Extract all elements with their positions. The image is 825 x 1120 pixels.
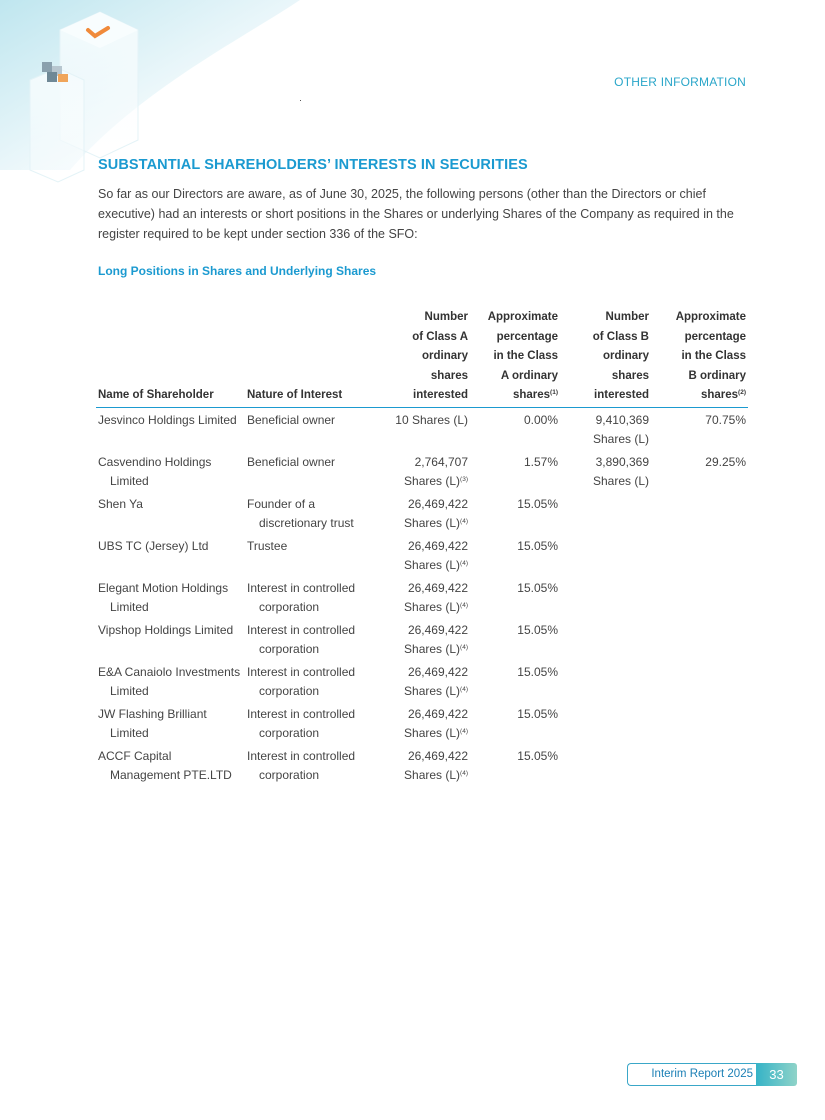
class-a-percentage: 1.57% bbox=[523, 454, 558, 469]
class-b-percentage bbox=[651, 660, 748, 702]
header-nature: Nature of Interest bbox=[245, 308, 386, 407]
shareholder-name: Shen Ya bbox=[98, 496, 143, 511]
nature-of-interest: Interest in controlled corporation bbox=[247, 748, 356, 782]
section-header-tag: OTHER INFORMATION bbox=[614, 75, 746, 89]
class-b-shares: 9,410,369 Shares (L) bbox=[592, 412, 649, 446]
class-b-percentage bbox=[651, 618, 748, 660]
nature-of-interest: Interest in controlled corporation bbox=[247, 664, 356, 698]
class-b-shares bbox=[560, 576, 651, 618]
shareholder-name: Casvendino Holdings Limited bbox=[98, 454, 212, 488]
table-row bbox=[96, 576, 748, 618]
shareholders-table bbox=[96, 308, 748, 786]
header-name: Name of Shareholder bbox=[96, 308, 245, 407]
class-a-shares: 26,469,422 Shares $(L)^{(4)}$ bbox=[404, 748, 468, 782]
class-b-shares bbox=[560, 618, 651, 660]
section-title: SUBSTANTIAL SHAREHOLDERS’ INTERESTS IN SECURITIES bbox=[98, 157, 528, 173]
nature-of-interest: Interest in controlled corporation bbox=[247, 706, 356, 740]
class-a-shares: 26,469,422 Shares $(L)^{(4)}$ bbox=[404, 538, 468, 572]
header-pct-a: Approximate percentage in the Class A ordinary shares$^{(1)}$ bbox=[470, 308, 560, 407]
nature-of-interest: Beneficial owner bbox=[247, 454, 336, 469]
nature-of-interest: Founder of a discretionary trust bbox=[247, 496, 354, 530]
class-b-percentage: 70.75% bbox=[705, 412, 746, 427]
class-b-percentage bbox=[651, 534, 748, 576]
class-b-shares bbox=[560, 660, 651, 702]
class-b-percentage: 29.25% bbox=[705, 454, 746, 469]
table-subheading: Long Positions in Shares and Underlying Shares bbox=[98, 264, 377, 278]
shareholder-name: Vipshop Holdings Limited bbox=[98, 622, 234, 637]
table-row bbox=[96, 492, 748, 534]
nature-of-interest: Trustee bbox=[247, 538, 288, 553]
class-b-percentage bbox=[651, 744, 748, 786]
class-b-shares bbox=[560, 744, 651, 786]
page-number: 33 bbox=[756, 1063, 797, 1086]
class-a-percentage: 15.05% bbox=[517, 706, 558, 721]
page-footer bbox=[627, 1063, 802, 1086]
class-a-percentage: 15.05% bbox=[517, 496, 558, 511]
class-a-percentage: 15.05% bbox=[517, 748, 558, 763]
table-row bbox=[96, 660, 748, 702]
class-b-percentage bbox=[651, 576, 748, 618]
shareholder-name: UBS TC (Jersey) Ltd bbox=[98, 538, 209, 553]
table-row bbox=[96, 618, 748, 660]
nature-of-interest: Interest in controlled corporation bbox=[247, 622, 356, 656]
class-a-percentage: 15.05% bbox=[517, 538, 558, 553]
class-a-shares: 10 Shares (L) bbox=[395, 412, 468, 427]
shareholder-name: Jesvinco Holdings Limited bbox=[98, 412, 237, 427]
class-a-percentage: 0.00% bbox=[523, 412, 558, 427]
header-class-b: Number of Class B ordinary shares interested bbox=[560, 308, 651, 407]
class-b-percentage bbox=[651, 492, 748, 534]
class-a-shares: 26,469,422 Shares $(L)^{(4)}$ bbox=[404, 580, 468, 614]
class-a-shares: 26,469,422 Shares $(L)^{(4)}$ bbox=[404, 706, 468, 740]
stray-dot bbox=[300, 100, 301, 101]
shareholder-name: ACCF Capital Management PTE.LTD bbox=[98, 748, 232, 782]
table-row bbox=[96, 744, 748, 786]
class-b-percentage bbox=[651, 702, 748, 744]
class-a-shares: 26,469,422 Shares $(L)^{(4)}$ bbox=[404, 664, 468, 698]
shareholder-name: JW Flashing Brilliant Limited bbox=[98, 706, 207, 740]
intro-paragraph: So far as our Directors are aware, as of June 30, 2025, the following persons (other than the Directors or chief executive) had an interests or short positions in the Shares or underlying Shares of the Company as required in the register required to be kept under section 336 of the SFO: bbox=[98, 187, 734, 241]
table-row bbox=[96, 702, 748, 744]
table-row bbox=[96, 450, 748, 492]
nature-of-interest: Interest in controlled corporation bbox=[247, 580, 356, 614]
class-b-shares: 3,890,369 Shares (L) bbox=[592, 454, 649, 488]
class-a-shares: 26,469,422 Shares $(L)^{(4)}$ bbox=[404, 496, 468, 530]
class-b-shares bbox=[560, 534, 651, 576]
class-a-shares: 2,764,707 Shares $(L)^{(3)}$ bbox=[404, 454, 468, 488]
class-a-shares: 26,469,422 Shares $(L)^{(4)}$ bbox=[404, 622, 468, 656]
header-class-a: Number of Class A ordinary shares interested bbox=[386, 308, 470, 407]
class-a-percentage: 15.05% bbox=[517, 664, 558, 679]
shareholder-name: Elegant Motion Holdings Limited bbox=[98, 580, 229, 614]
header-pct-b: Approximate percentage in the Class B ordinary shares$^{(2)}$ bbox=[651, 308, 748, 407]
shareholder-name: E&A Canaiolo Investments Limited bbox=[98, 664, 241, 698]
table-row bbox=[96, 534, 748, 576]
table-header-row bbox=[96, 308, 748, 407]
table-row bbox=[96, 407, 748, 450]
class-a-percentage: 15.05% bbox=[517, 622, 558, 637]
nature-of-interest: Beneficial owner bbox=[247, 412, 336, 427]
class-b-shares bbox=[560, 492, 651, 534]
report-title: Interim Report 2025 bbox=[651, 1068, 753, 1080]
class-b-shares bbox=[560, 702, 651, 744]
class-a-percentage: 15.05% bbox=[517, 580, 558, 595]
